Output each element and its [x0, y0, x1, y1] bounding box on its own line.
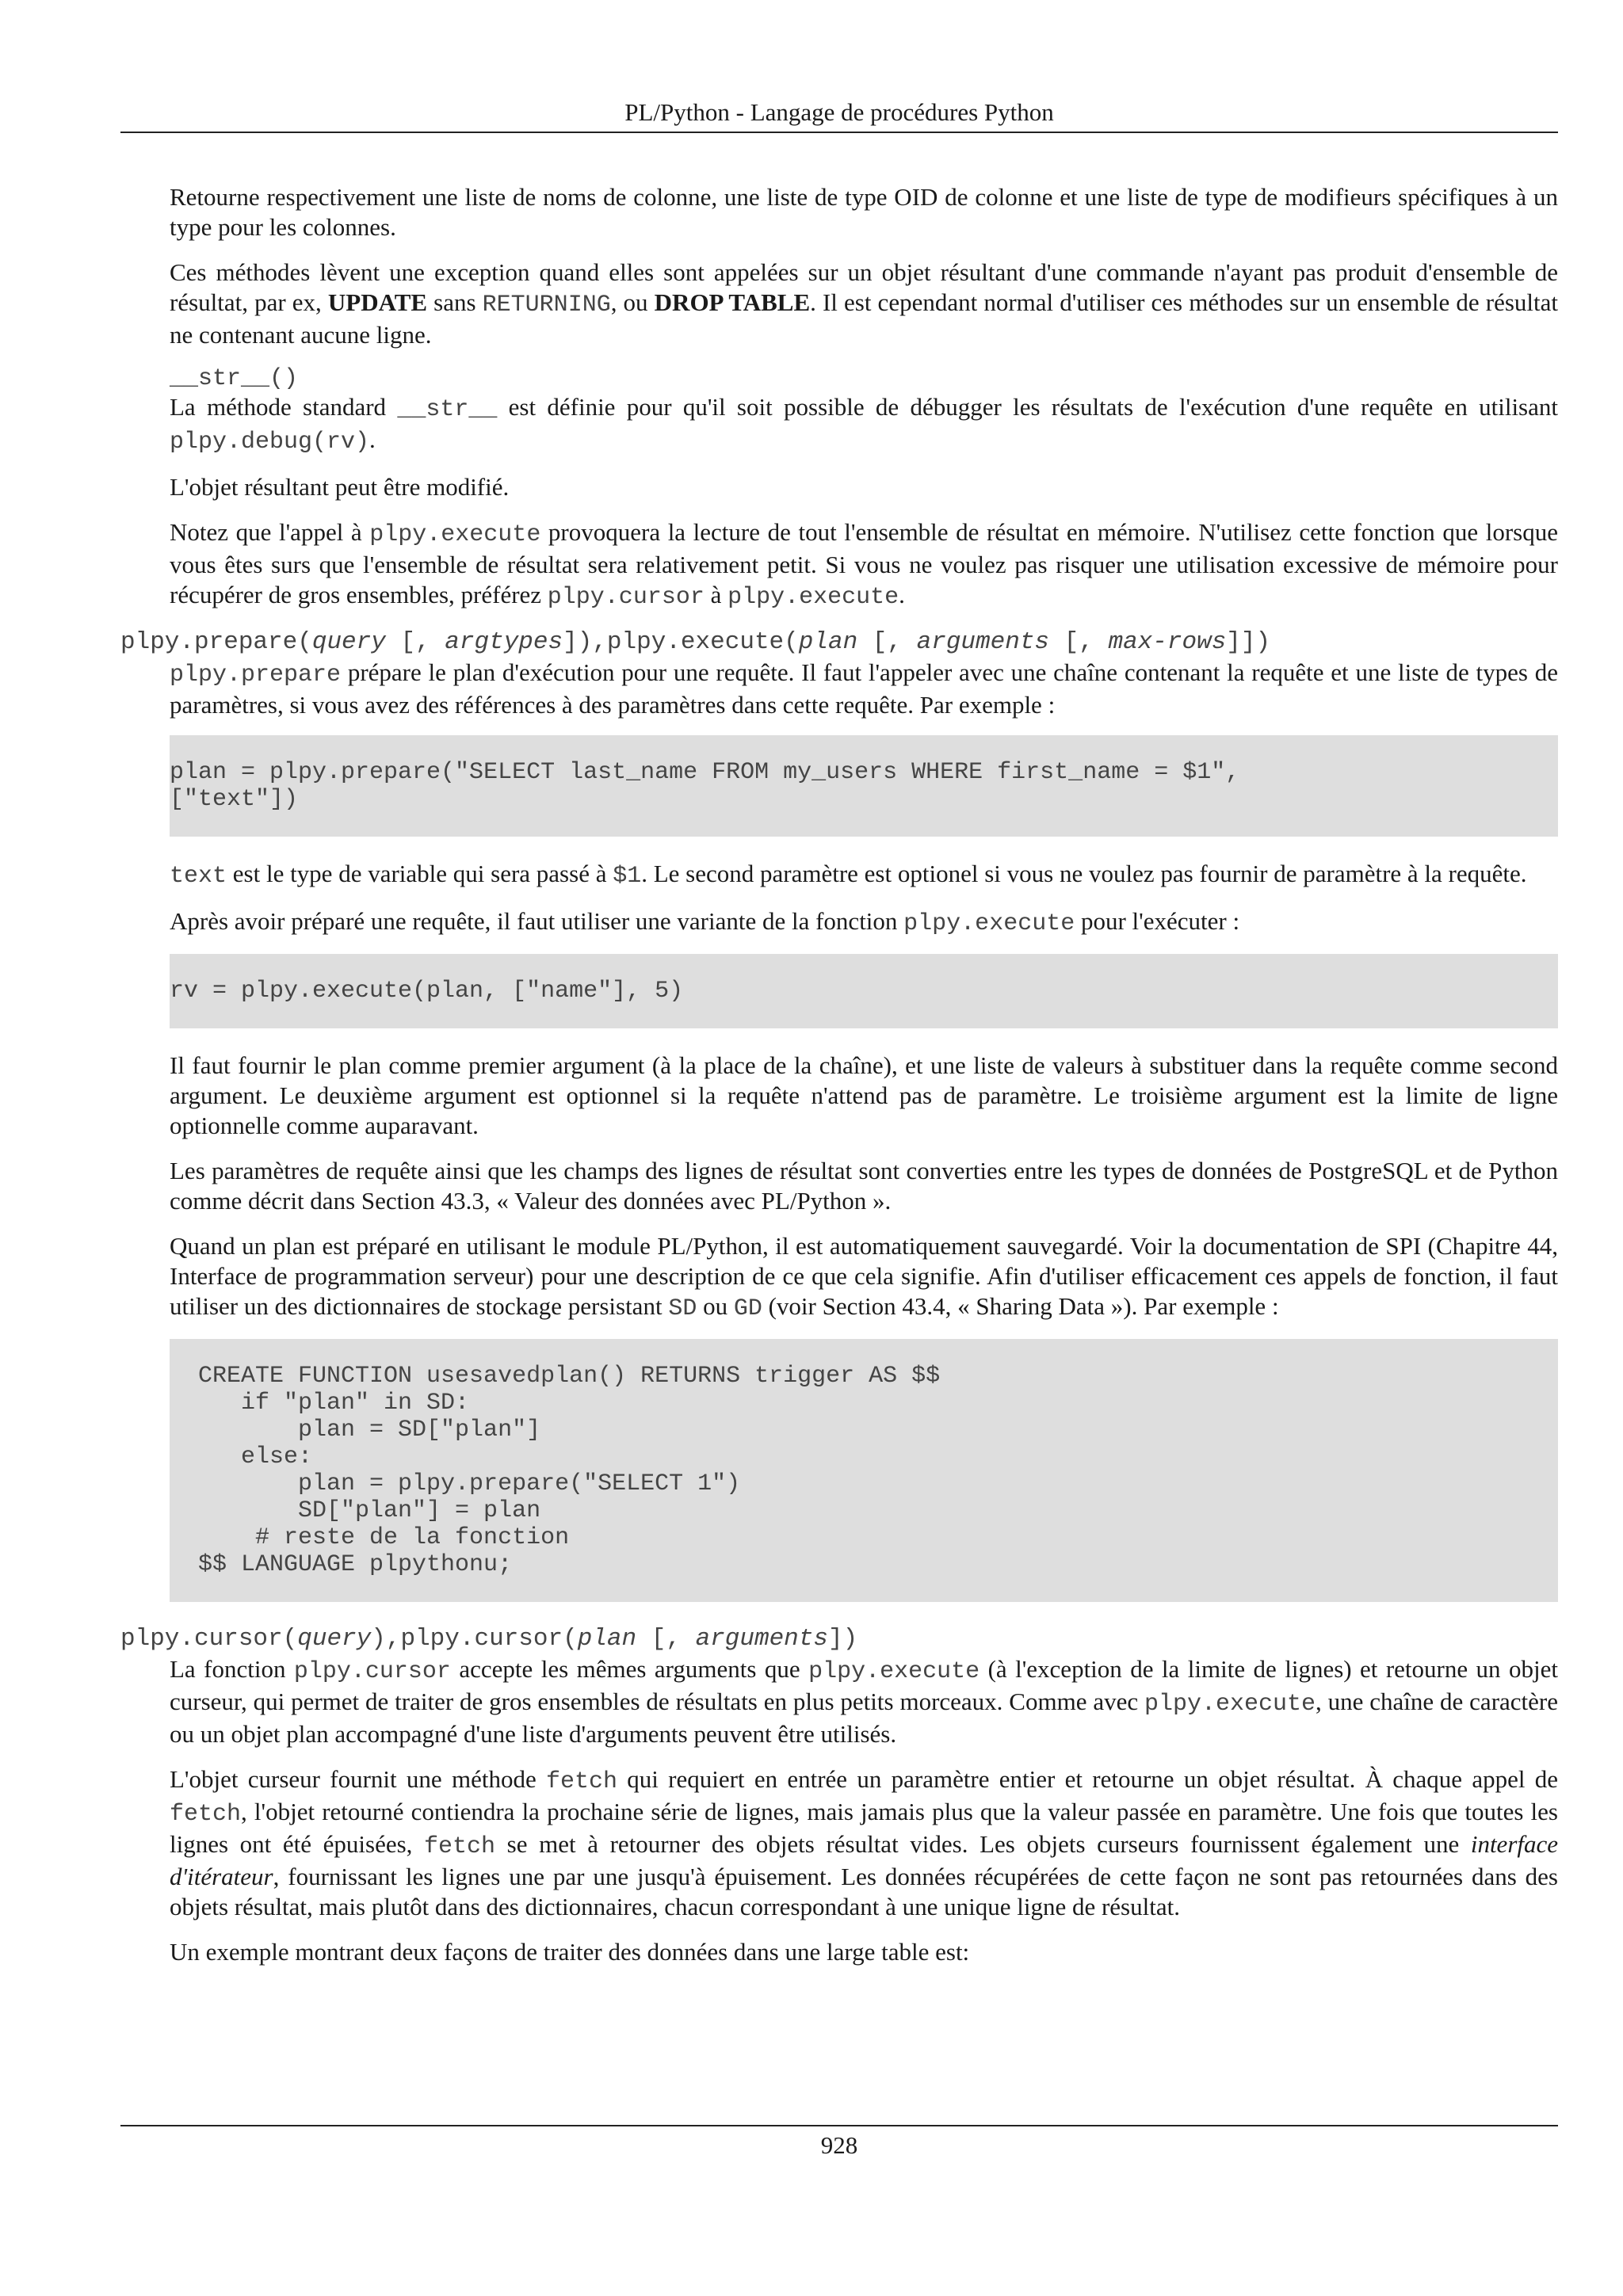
code-line: CREATE FUNCTION usesavedplan() RETURNS trigger AS $$ [184, 1363, 941, 1390]
paragraph-fetch: L'objet curseur fournit une méthode fetch qui requiert en entrée un paramètre entier et retourne un objet résultat. À chaque appel de fetch, l'objet retourné contiendra la prochaine série de lignes, mais jamais plus que la valeur passée en paramètre. Une fois que toutes les lignes ont été épuisées, fetch se met à retourner des objets résultat vides. Les objets curseurs fournissent également une interface d'itérateur, fournissant les lignes une par une jusqu'à épuisement. Les données récupérées de cette façon ne sont pas retournées dans des objets résultat, mais plutôt dans des dictionnaires, chacun correspondant à une unique ligne de résultat. [170, 1765, 1559, 1920]
code-line: ["text"]) [170, 786, 299, 813]
prepare-execute-term: plpy.prepare(query [, argtypes]),plpy.execute(plan [, arguments [, max-rows]]) [120, 628, 1271, 656]
paragraph-type-conversion: Les paramètres de requête ainsi que les champs des lignes de résultat sont converties entre les types de données de PostgreSQL et de Python comme décrit dans Section 43.3, « Valeur des données avec PL/Python ». [170, 1157, 1558, 1215]
page-number: 928 [820, 2131, 858, 2159]
code-block-savedplan [170, 1339, 1558, 1602]
code-line: else: [184, 1444, 313, 1470]
paragraph-plan-argument: Il faut fournir le plan comme premier argument (à la place de la chaîne), et une liste de valeurs à substituer dans la requête comme second argument. Le deuxième argument est optionnel si la requête n'attend pas de paramètre. Le troisième argument est la limite de ligne optionnelle comme auparavant. [170, 1051, 1558, 1139]
code-line: SD["plan"] = plan [184, 1497, 541, 1524]
str-method-entry [170, 365, 1558, 457]
paragraph-after-prepare: Après avoir préparé une requête, il faut utiliser une variante de la fonction plpy.execute pour l'exécuter : [170, 907, 1240, 937]
code-line: rv = plpy.execute(plan, ["name"], 5) [170, 978, 684, 1005]
cursor-term: plpy.cursor(query),plpy.cursor(plan [, arguments]) [120, 1625, 858, 1653]
code-line: if "plan" in SD: [184, 1390, 470, 1417]
paragraph-saved-plan: Quand un plan est préparé en utilisant le module PL/Python, il est automatiquement sauvegardé. Voir la documentation de SPI (Chapitre 44, Interface de programmation serveur) pour une description de ce que cela signifie. Afin d'utiliser efficacement ces appels de fonction, il faut utiliser un des dictionnaires de stockage persistant SD ou GD (voir Section 43.4, « Sharing Data »). Par exemple : [170, 1232, 1558, 1322]
running-header: PL/Python - Langage de procédures Python [120, 93, 1558, 133]
code-line: plan = SD["plan"] [184, 1417, 541, 1444]
paragraph-column-lists: Retourne respectivement une liste de noms de colonne, une liste de type OID de colonne et une liste de type de modifieurs spécifiques à un type pour les colonnes. [170, 183, 1558, 241]
keyword-returning: RETURNING [482, 292, 611, 318]
keyword-update: UPDATE [327, 288, 428, 316]
keyword-drop-table: DROP TABLE [654, 288, 811, 316]
paragraph-example-intro: Un exemple montrant deux façons de traiter des données dans une large table est: [170, 1938, 970, 1966]
code-block-prepare [170, 735, 1558, 837]
paragraph-exceptions: Ces méthodes lèvent une exception quand elles sont appelées sur un objet résultant d'une commande n'ayant pas produit d'ensemble de résultat, par ex, UPDATE sans RETURNING, ou DROP TABLE. Il est cependant normal d'utiliser ces méthodes sur un ensemble de résultat ne contenant aucune ligne. [170, 258, 1558, 349]
code-line: # reste de la fonction [184, 1524, 570, 1551]
paragraph-text-type: text est le type de variable qui sera passé à $1. Le second paramètre est optionel si vous ne voulez pas fournir de paramètre à la requête. [170, 860, 1527, 890]
str-method-term: __str__() [170, 365, 299, 392]
footer-rule [120, 2125, 1558, 2126]
paragraph-modifiable: L'objet résultant peut être modifié. [170, 473, 510, 501]
str-method-description: La méthode standard __str__ est définie pour qu'il soit possible de débugger les résultats de l'exécution d'une requête en utilisant plpy.debug(rv). [170, 393, 1558, 456]
code-block-execute [170, 954, 1558, 1028]
paragraph-prepare: plpy.prepare prépare le plan d'exécution pour une requête. Il faut l'appeler avec une chaîne contenant la requête et une liste de types de paramètres, si vous avez des références à des paramètres dans cette requête. Par exemple : [170, 658, 1558, 719]
code-line: plan = plpy.prepare("SELECT last_name FROM my_users WHERE first_name = $1", [170, 759, 1240, 786]
page-content [120, 182, 1558, 1982]
code-line: $$ LANGUAGE plpythonu; [184, 1551, 513, 1578]
paragraph-memory-note: Notez que l'appel à plpy.execute provoquera la lecture de tout l'ensemble de résultat en mémoire. N'utilisez cette fonction que lorsque vous êtes surs que l'ensemble de résultat sera relativement petit. Si vous ne voulez pas risquer une utilisation excessive de mémoire pour récupérer de gros ensembles, préférez plpy.cursor à plpy.execute. [170, 518, 1558, 611]
code-line: plan = plpy.prepare("SELECT 1") [184, 1470, 741, 1497]
paragraph-cursor: La fonction plpy.cursor accepte les mêmes arguments que plpy.execute (à l'exception de la limite de lignes) et retourne un objet curseur, qui permet de traiter de gros ensembles de résultats en plus petits morceaux. Comme avec plpy.execute, une chaîne de caractère ou un objet plan accompagné d'une liste d'arguments peuvent être utilisés. [170, 1655, 1558, 1748]
